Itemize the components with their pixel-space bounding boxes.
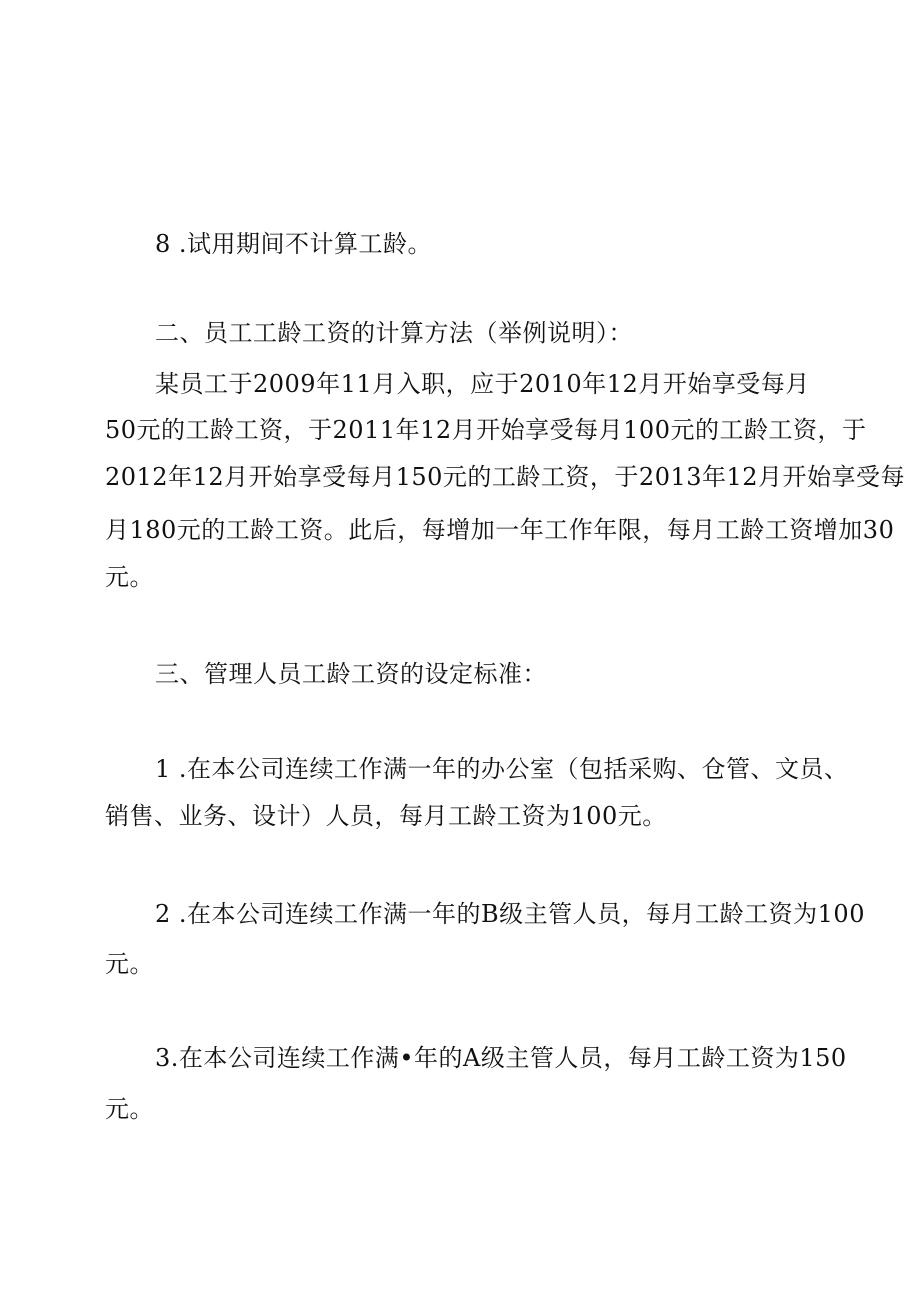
section-2-line-4: 月180元的工龄工资。此后，每增加一年工作年限，每月工龄工资增加30	[105, 516, 895, 544]
item-1-line-2: 销售、业务、设计）人员，每月工龄工资为100元。	[105, 802, 667, 830]
item-2-line-2: 元。	[105, 950, 154, 978]
section-2-line-1: 某员工于2009年11月入职，应于2010年12月开始享受每月	[155, 370, 810, 398]
item-3-line-2: 元。	[105, 1095, 154, 1123]
item-8: 8 .试用期间不计算工龄。	[155, 230, 433, 258]
section-2-line-5: 元。	[105, 563, 154, 591]
item-3-line-1: 3.在本公司连续工作满•年的A级主管人员，每月工龄工资为150	[155, 1044, 847, 1072]
section-2-heading: 二、员工工龄工资的计算方法（举例说明）：	[155, 319, 633, 347]
item-2-line-1: 2 .在本公司连续工作满一年的B级主管人员，每月工龄工资为100	[155, 900, 865, 928]
section-2-line-3: 2012年12月开始享受每月150元的工龄工资，于2013年12月开始享受每	[105, 463, 906, 491]
item-1-line-1: 1 .在本公司连续工作满一年的办公室（包括采购、仓管、文员、	[155, 755, 849, 783]
section-2-line-2: 50元的工龄工资，于2011年12月开始享受每月100元的工龄工资，于	[105, 416, 867, 444]
section-3-heading: 三、管理人员工龄工资的设定标准：	[155, 660, 547, 688]
